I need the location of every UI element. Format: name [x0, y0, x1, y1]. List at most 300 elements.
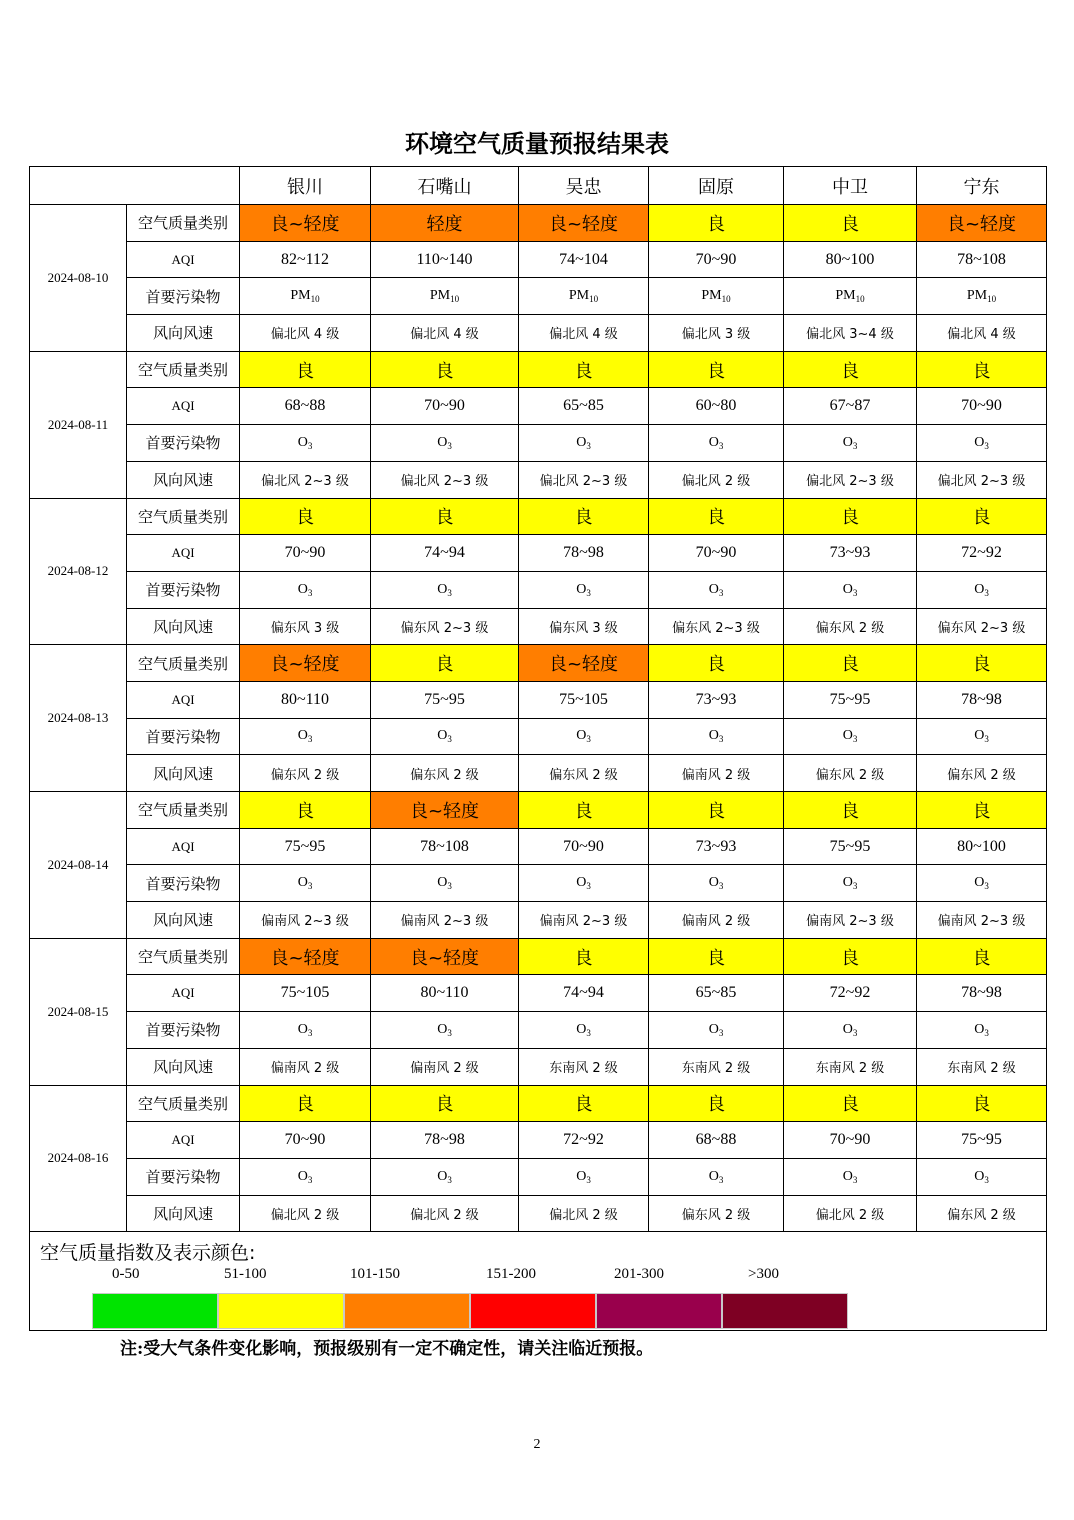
- pollutant-subscript: 3: [984, 1174, 989, 1185]
- wind-cell: 偏南风 2~3 级: [240, 902, 371, 939]
- pollutant-subscript: 3: [586, 440, 591, 451]
- pollutant-subscript: 10: [589, 294, 599, 305]
- legend-swatch: [596, 1293, 722, 1329]
- category-cell: 良: [784, 1085, 917, 1122]
- aqi-cell: 80~110: [240, 681, 371, 718]
- pollutant-subscript: 3: [447, 440, 452, 451]
- aqi-cell: 78~98: [917, 975, 1047, 1012]
- row-label-pollutant: 首要污染物: [127, 571, 240, 608]
- date-cell: 2024-08-15: [30, 938, 127, 1085]
- pollutant-base: O: [437, 728, 448, 744]
- pollutant-base: PM: [429, 288, 451, 304]
- pollutant-subscript: 3: [586, 881, 591, 892]
- pollutant-base: O: [437, 875, 448, 891]
- pollutant-subscript: 3: [307, 440, 313, 451]
- category-cell: 良~轻度: [371, 938, 519, 975]
- category-cell: 良: [784, 351, 917, 388]
- forecast-row-wind: [30, 315, 1047, 352]
- category-cell: 良: [784, 645, 917, 682]
- pollutant-base: O: [842, 1021, 853, 1037]
- wind-cell: 偏北风 3 级: [649, 315, 784, 352]
- wind-cell: 偏东风 2 级: [649, 1195, 784, 1232]
- category-cell: 良: [917, 938, 1047, 975]
- aqi-cell: 73~93: [649, 681, 784, 718]
- pollutant-base: O: [576, 875, 587, 891]
- row-label-aqi: AQI: [127, 681, 240, 718]
- aqi-cell: 78~98: [519, 535, 649, 572]
- forecast-row-aqi: [30, 828, 1047, 865]
- pollutant-subscript: 10: [855, 294, 865, 305]
- pollutant-cell: [784, 425, 917, 462]
- row-label-pollutant: 首要污染物: [127, 278, 240, 315]
- row-label-wind: 风向风速: [127, 1195, 240, 1232]
- page-number: 2: [533, 1437, 541, 1452]
- pollutant-subscript: 3: [852, 881, 858, 892]
- aqi-cell: 82~112: [240, 241, 371, 278]
- pollutant-subscript: 3: [984, 734, 989, 745]
- row-label-aqi: AQI: [127, 828, 240, 865]
- pollutant-subscript: 3: [984, 440, 989, 451]
- pollutant-base: O: [297, 1168, 308, 1184]
- forecast-row-wind: [30, 902, 1047, 939]
- pollutant-subscript: 3: [447, 587, 452, 598]
- wind-cell: 东南风 2 级: [519, 1048, 649, 1085]
- aqi-cell: 74~104: [519, 241, 649, 278]
- category-cell: 良: [784, 205, 917, 242]
- forecast-row-pollutant: [30, 278, 1047, 315]
- pollutant-subscript: 3: [307, 1174, 313, 1185]
- category-cell: 良~轻度: [240, 938, 371, 975]
- pollutant-subscript: 3: [586, 1174, 591, 1185]
- pollutant-base: PM: [290, 288, 311, 304]
- category-cell: 良: [371, 498, 519, 535]
- pollutant-base: O: [437, 581, 448, 597]
- forecast-row-wind: [30, 1195, 1047, 1232]
- row-label-wind: 风向风速: [127, 755, 240, 792]
- page-title: 环境空气质量预报结果表: [405, 129, 669, 158]
- category-cell: 良: [519, 498, 649, 535]
- forecast-row-category: [30, 498, 1047, 535]
- wind-cell: 偏北风 2~3 级: [240, 461, 371, 498]
- pollutant-cell: [649, 425, 784, 462]
- category-cell: 良: [649, 1085, 784, 1122]
- wind-cell: 东南风 2 级: [784, 1048, 917, 1085]
- wind-cell: 偏北风 3~4 级: [784, 315, 917, 352]
- pollutant-cell: [917, 718, 1047, 755]
- row-label-aqi: AQI: [127, 535, 240, 572]
- pollutant-base: O: [437, 1021, 448, 1037]
- wind-cell: 偏东风 2~3 级: [371, 608, 519, 645]
- category-cell: 良: [519, 792, 649, 829]
- category-cell: 良: [649, 205, 784, 242]
- pollutant-subscript: 3: [984, 587, 989, 598]
- wind-cell: 偏南风 2~3 级: [784, 902, 917, 939]
- pollutant-base: O: [708, 581, 719, 597]
- category-cell: 良: [649, 351, 784, 388]
- category-cell: 良: [240, 792, 371, 829]
- pollutant-subscript: 3: [852, 734, 858, 745]
- city-header: 石嘴山: [371, 167, 519, 205]
- aqi-cell: 80~110: [371, 975, 519, 1012]
- wind-cell: 偏北风 2~3 级: [784, 461, 917, 498]
- wind-cell: 偏东风 2 级: [917, 1195, 1047, 1232]
- wind-cell: 偏东风 2 级: [519, 755, 649, 792]
- pollutant-base: O: [708, 875, 719, 891]
- row-label-pollutant: 首要污染物: [127, 865, 240, 902]
- wind-cell: 偏北风 4 级: [371, 315, 519, 352]
- pollutant-base: O: [576, 1021, 587, 1037]
- category-cell: 良: [371, 645, 519, 682]
- pollutant-base: O: [708, 728, 719, 744]
- category-cell: 良~轻度: [519, 205, 649, 242]
- pollutant-cell: [649, 278, 784, 315]
- category-cell: 良: [240, 351, 371, 388]
- pollutant-base: O: [842, 581, 853, 597]
- pollutant-cell: [371, 1012, 519, 1049]
- pollutant-cell: [371, 278, 519, 315]
- wind-cell: 偏南风 2~3 级: [371, 902, 519, 939]
- pollutant-base: O: [708, 1168, 719, 1184]
- pollutant-subscript: 3: [447, 734, 452, 745]
- pollutant-subscript: 3: [718, 1174, 724, 1185]
- pollutant-cell: [240, 718, 371, 755]
- pollutant-subscript: 3: [307, 881, 313, 892]
- legend-color-bar: [92, 1293, 848, 1329]
- forecast-table: [29, 166, 1047, 1331]
- pollutant-subscript: 3: [447, 1174, 452, 1185]
- pollutant-base: O: [437, 434, 448, 450]
- city-header: 宁东: [917, 167, 1047, 205]
- pollutant-subscript: 3: [447, 881, 452, 892]
- pollutant-cell: [519, 718, 649, 755]
- legend-title: 空气质量指数及表示颜色:: [40, 1242, 256, 1265]
- pollutant-base: O: [576, 728, 587, 744]
- aqi-cell: 75~95: [784, 681, 917, 718]
- row-label-category: 空气质量类别: [127, 498, 240, 535]
- legend-range-label: >300: [748, 1266, 779, 1283]
- forecast-row-aqi: [30, 975, 1047, 1012]
- date-cell: 2024-08-10: [30, 205, 127, 352]
- pollutant-subscript: 3: [586, 734, 591, 745]
- wind-cell: 偏南风 2 级: [371, 1048, 519, 1085]
- pollutant-subscript: 10: [987, 294, 997, 305]
- pollutant-base: PM: [701, 288, 722, 304]
- category-cell: 良: [649, 792, 784, 829]
- pollutant-base: O: [974, 728, 985, 744]
- row-label-category: 空气质量类别: [127, 351, 240, 388]
- legend-row: [30, 1232, 1047, 1331]
- pollutant-base: O: [974, 434, 985, 450]
- row-label-aqi: AQI: [127, 1122, 240, 1159]
- date-cell: 2024-08-12: [30, 498, 127, 645]
- wind-cell: 偏东风 2~3 级: [649, 608, 784, 645]
- pollutant-base: O: [708, 434, 719, 450]
- category-cell: 良: [784, 792, 917, 829]
- forecast-row-pollutant: [30, 1158, 1047, 1195]
- aqi-cell: 73~93: [784, 535, 917, 572]
- wind-cell: 偏东风 3 级: [519, 608, 649, 645]
- row-label-pollutant: 首要污染物: [127, 1012, 240, 1049]
- category-cell: 良: [519, 351, 649, 388]
- aqi-cell: 65~85: [519, 388, 649, 425]
- row-label-wind: 风向风速: [127, 461, 240, 498]
- pollutant-base: O: [842, 1168, 853, 1184]
- pollutant-base: O: [974, 581, 985, 597]
- header-row: [30, 167, 1047, 205]
- forecast-row-category: [30, 938, 1047, 975]
- category-cell: 良: [784, 938, 917, 975]
- category-cell: 良: [519, 938, 649, 975]
- pollutant-cell: [519, 865, 649, 902]
- pollutant-cell: [519, 571, 649, 608]
- legend-labels: [92, 1266, 892, 1286]
- wind-cell: 偏东风 2 级: [240, 755, 371, 792]
- aqi-cell: 70~90: [649, 535, 784, 572]
- pollutant-subscript: 3: [718, 734, 724, 745]
- aqi-cell: 70~90: [240, 1122, 371, 1159]
- pollutant-subscript: 3: [307, 734, 313, 745]
- aqi-cell: 78~108: [917, 241, 1047, 278]
- category-cell: 轻度: [371, 205, 519, 242]
- wind-cell: 偏北风 4 级: [240, 315, 371, 352]
- city-header: 吴忠: [519, 167, 649, 205]
- pollutant-subscript: 3: [718, 440, 724, 451]
- aqi-cell: 68~88: [649, 1122, 784, 1159]
- pollutant-cell: [784, 571, 917, 608]
- wind-cell: 偏北风 2 级: [519, 1195, 649, 1232]
- category-cell: 良: [917, 792, 1047, 829]
- category-cell: 良: [371, 351, 519, 388]
- pollutant-base: O: [576, 434, 587, 450]
- pollutant-cell: [649, 865, 784, 902]
- pollutant-cell: [240, 571, 371, 608]
- aqi-cell: 70~90: [917, 388, 1047, 425]
- pollutant-subscript: 3: [307, 587, 313, 598]
- pollutant-subscript: 10: [721, 294, 731, 305]
- pollutant-subscript: 10: [450, 294, 460, 305]
- pollutant-subscript: 3: [852, 587, 858, 598]
- pollutant-cell: [519, 425, 649, 462]
- pollutant-cell: [371, 425, 519, 462]
- forecast-row-pollutant: [30, 865, 1047, 902]
- forecast-row-pollutant: [30, 1012, 1047, 1049]
- pollutant-subscript: 3: [852, 440, 858, 451]
- row-label-category: 空气质量类别: [127, 205, 240, 242]
- row-label-wind: 风向风速: [127, 902, 240, 939]
- forecast-row-wind: [30, 755, 1047, 792]
- pollutant-cell: [649, 718, 784, 755]
- wind-cell: 东南风 2 级: [649, 1048, 784, 1085]
- forecast-row-wind: [30, 608, 1047, 645]
- pollutant-base: O: [708, 1021, 719, 1037]
- wind-cell: 偏东风 2 级: [784, 755, 917, 792]
- wind-cell: 偏北风 2 级: [649, 461, 784, 498]
- pollutant-subscript: 3: [586, 1027, 591, 1038]
- wind-cell: 偏北风 2~3 级: [371, 461, 519, 498]
- pollutant-base: O: [974, 1168, 985, 1184]
- legend-swatch: [92, 1293, 218, 1329]
- category-cell: 良: [371, 1085, 519, 1122]
- aqi-cell: 73~93: [649, 828, 784, 865]
- forecast-row-aqi: [30, 1122, 1047, 1159]
- pollutant-cell: [649, 1158, 784, 1195]
- pollutant-base: O: [297, 728, 308, 744]
- wind-cell: 东南风 2 级: [917, 1048, 1047, 1085]
- pollutant-base: O: [576, 581, 587, 597]
- wind-cell: 偏东风 2 级: [917, 755, 1047, 792]
- forecast-row-category: [30, 1085, 1047, 1122]
- legend-swatch: [218, 1293, 344, 1329]
- row-label-category: 空气质量类别: [127, 938, 240, 975]
- forecast-row-wind: [30, 1048, 1047, 1085]
- aqi-cell: 75~95: [371, 681, 519, 718]
- forecast-row-category: [30, 351, 1047, 388]
- pollutant-base: PM: [568, 288, 590, 304]
- pollutant-base: O: [842, 434, 853, 450]
- wind-cell: 偏南风 2~3 级: [519, 902, 649, 939]
- pollutant-cell: [519, 1012, 649, 1049]
- row-label-pollutant: 首要污染物: [127, 1158, 240, 1195]
- pollutant-cell: [240, 425, 371, 462]
- row-label-aqi: AQI: [127, 975, 240, 1012]
- pollutant-cell: [917, 278, 1047, 315]
- pollutant-cell: [784, 278, 917, 315]
- category-cell: 良: [649, 938, 784, 975]
- forecast-row-aqi: [30, 681, 1047, 718]
- legend-range-label: 51-100: [224, 1266, 267, 1283]
- date-cell: 2024-08-11: [30, 351, 127, 498]
- aqi-cell: 75~95: [784, 828, 917, 865]
- category-cell: 良: [649, 645, 784, 682]
- pollutant-cell: [240, 278, 371, 315]
- date-cell: 2024-08-16: [30, 1085, 127, 1232]
- pollutant-cell: [240, 1012, 371, 1049]
- pollutant-cell: [240, 865, 371, 902]
- category-cell: 良: [917, 498, 1047, 535]
- pollutant-subscript: 3: [852, 1027, 858, 1038]
- category-cell: 良: [917, 351, 1047, 388]
- pollutant-base: O: [297, 1021, 308, 1037]
- legend-range-label: 201-300: [614, 1266, 664, 1283]
- aqi-cell: 72~92: [519, 1122, 649, 1159]
- wind-cell: 偏东风 2~3 级: [917, 608, 1047, 645]
- legend-swatch: [344, 1293, 470, 1329]
- aqi-cell: 72~92: [917, 535, 1047, 572]
- pollutant-subscript: 3: [586, 587, 591, 598]
- forecast-row-category: [30, 645, 1047, 682]
- forecast-row-category: [30, 205, 1047, 242]
- aqi-cell: 70~90: [371, 388, 519, 425]
- pollutant-cell: [371, 1158, 519, 1195]
- category-cell: 良: [519, 1085, 649, 1122]
- wind-cell: 偏东风 2 级: [784, 608, 917, 645]
- category-cell: 良~轻度: [240, 645, 371, 682]
- category-cell: 良: [917, 1085, 1047, 1122]
- pollutant-cell: [917, 571, 1047, 608]
- wind-cell: 偏东风 3 级: [240, 608, 371, 645]
- pollutant-cell: [917, 865, 1047, 902]
- pollutant-base: O: [297, 581, 308, 597]
- legend-range-label: 0-50: [112, 1266, 140, 1283]
- pollutant-cell: [917, 425, 1047, 462]
- aqi-cell: 78~98: [371, 1122, 519, 1159]
- date-cell: 2024-08-13: [30, 645, 127, 792]
- category-cell: 良: [240, 498, 371, 535]
- aqi-cell: 75~95: [240, 828, 371, 865]
- aqi-cell: 70~90: [519, 828, 649, 865]
- pollutant-subscript: 3: [984, 1027, 989, 1038]
- aqi-cell: 74~94: [371, 535, 519, 572]
- wind-cell: 偏北风 2 级: [240, 1195, 371, 1232]
- wind-cell: 偏北风 4 级: [519, 315, 649, 352]
- pollutant-base: PM: [835, 288, 856, 304]
- category-cell: 良~轻度: [917, 205, 1047, 242]
- pollutant-cell: [917, 1158, 1047, 1195]
- aqi-cell: 67~87: [784, 388, 917, 425]
- aqi-cell: 75~95: [917, 1122, 1047, 1159]
- wind-cell: 偏北风 2~3 级: [917, 461, 1047, 498]
- pollutant-cell: [784, 1158, 917, 1195]
- wind-cell: 偏南风 2 级: [649, 902, 784, 939]
- pollutant-cell: [240, 1158, 371, 1195]
- forecast-row-aqi: [30, 241, 1047, 278]
- category-cell: 良~轻度: [371, 792, 519, 829]
- row-label-wind: 风向风速: [127, 1048, 240, 1085]
- category-cell: 良: [240, 1085, 371, 1122]
- city-header: 中卫: [784, 167, 917, 205]
- pollutant-base: O: [297, 875, 308, 891]
- row-label-aqi: AQI: [127, 241, 240, 278]
- legend-swatch: [470, 1293, 596, 1329]
- wind-cell: 偏北风 4 级: [917, 315, 1047, 352]
- pollutant-cell: [784, 865, 917, 902]
- wind-cell: 偏东风 2 级: [371, 755, 519, 792]
- forecast-row-category: [30, 792, 1047, 829]
- forecast-note: 注:受大气条件变化影响，预报级别有一定不确定性，请关注临近预报。: [120, 1339, 654, 1359]
- pollutant-base: O: [297, 434, 308, 450]
- row-label-wind: 风向风速: [127, 608, 240, 645]
- pollutant-cell: [649, 571, 784, 608]
- aqi-cell: 70~90: [240, 535, 371, 572]
- pollutant-subscript: 3: [852, 1174, 858, 1185]
- row-label-category: 空气质量类别: [127, 1085, 240, 1122]
- pollutant-cell: [371, 865, 519, 902]
- city-header: 银川: [240, 167, 371, 205]
- pollutant-subscript: 3: [307, 1027, 313, 1038]
- pollutant-base: O: [437, 1168, 448, 1184]
- category-cell: 良~轻度: [240, 205, 371, 242]
- pollutant-base: O: [974, 1021, 985, 1037]
- row-label-category: 空气质量类别: [127, 792, 240, 829]
- pollutant-cell: [519, 1158, 649, 1195]
- pollutant-base: O: [974, 875, 985, 891]
- category-cell: 良~轻度: [519, 645, 649, 682]
- wind-cell: 偏北风 2 级: [784, 1195, 917, 1232]
- header-corner: [30, 167, 240, 205]
- forecast-row-pollutant: [30, 571, 1047, 608]
- legend-range-label: 101-150: [350, 1266, 400, 1283]
- legend: [30, 1232, 1047, 1331]
- pollutant-cell: [784, 718, 917, 755]
- row-label-pollutant: 首要污染物: [127, 718, 240, 755]
- pollutant-base: O: [842, 875, 853, 891]
- legend-swatch: [722, 1293, 848, 1329]
- row-label-category: 空气质量类别: [127, 645, 240, 682]
- aqi-cell: 80~100: [784, 241, 917, 278]
- pollutant-subscript: 3: [718, 881, 724, 892]
- aqi-cell: 74~94: [519, 975, 649, 1012]
- pollutant-cell: [371, 571, 519, 608]
